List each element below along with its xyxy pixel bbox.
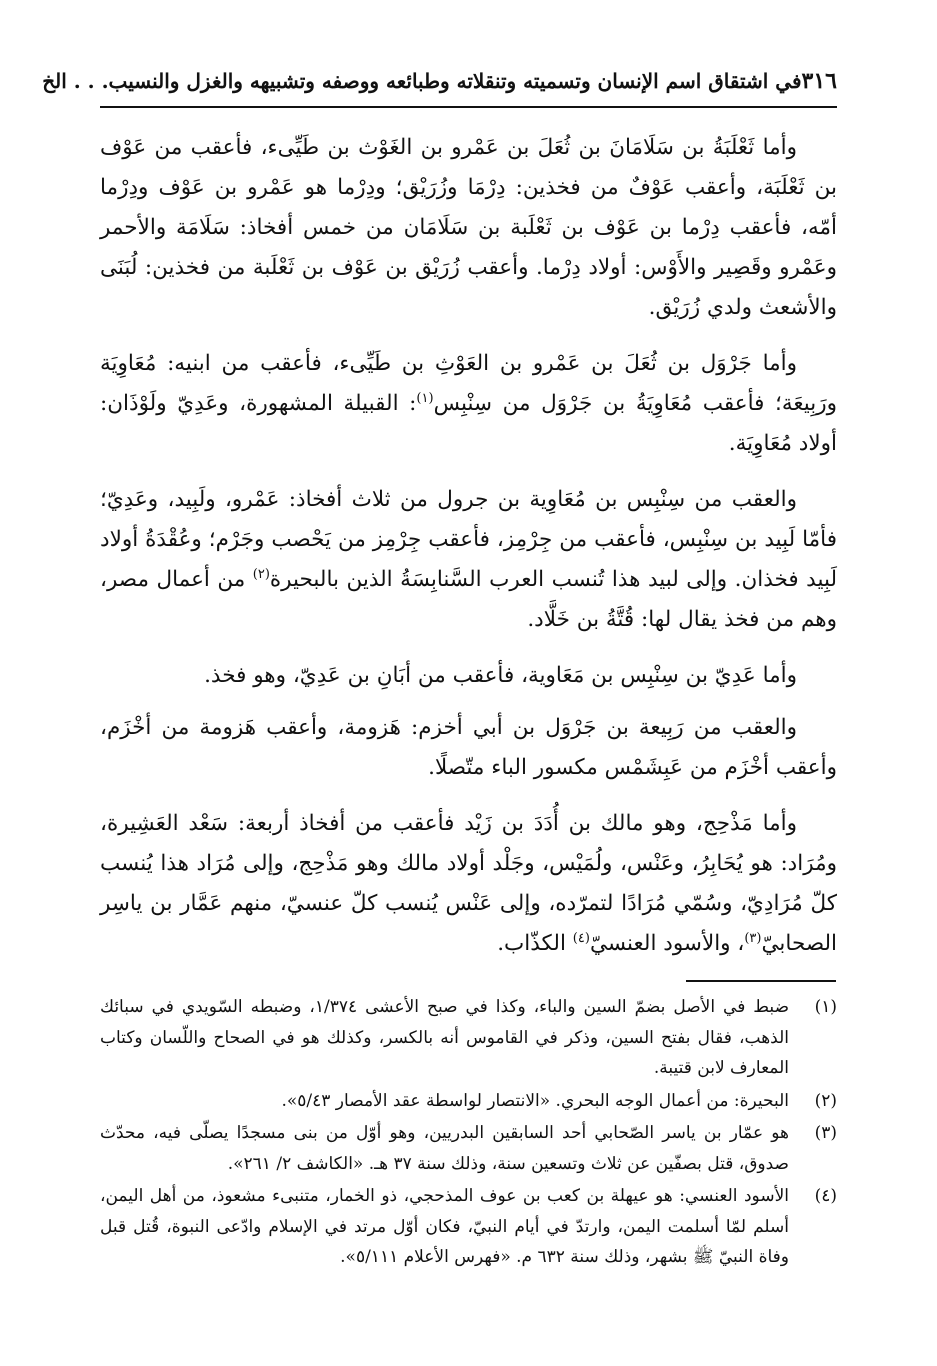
running-title: في اشتقاق اسم الإنسان وتسميته وتنقلاته وطبائعه ووصفه وتشبيهه والغزل والنسيب. . . الخ (42, 69, 802, 93)
footnote-marker-3[interactable]: (٣) (744, 930, 762, 946)
footnote (100, 992, 837, 1084)
paragraph-6-tail: الكذّاب. (497, 931, 573, 956)
footnote-number: (٢) (814, 1090, 837, 1111)
main-text (100, 128, 837, 980)
footnote (100, 1181, 837, 1273)
paragraph-3-tail: من أعمال مصر، وهم من فخذ يقال لها: قُتَّةُ بن خَلَّاد. (100, 567, 837, 632)
footnote-number: (٤) (814, 1186, 837, 1206)
paragraph-4: وأما عَدِيّ بن سِنْبِس بن مَعَاوية، فأعقب من أبَانِ بن عَدِيّ، وهو فخذ. (204, 663, 797, 688)
footnote-marker-1[interactable]: (١) (416, 390, 434, 406)
paragraph-6-text: وأما مَذْحِج، وهو مالك بن أُدَدَ بن زَيْد فأعقب من أفخاذ أربعة: سَعْد العَشِيرة، ومُرَاد: هو يُحَابِرُ، وعَنْس، ولُمَيْس، وجَلْد أولاد مالك وهو مَذْحِج، وإلى مُرَاد هذا يُنسب كلّ مُرَادِيّ، وسُمّي مُرَادًا لتمرّده، وإلى عَنْس يُنسب كلّ عنسيّ، منهم عَمَّار بن ياسِر الصحابيّ (100, 811, 837, 956)
running-header (42, 68, 837, 94)
paragraph-2-tail: : القبيلة المشهورة، وعَدِيّ ولَوْذَان: أولاد مُعَاوِيَة. (100, 391, 837, 456)
footnote-marker-4[interactable]: (٤) (572, 930, 590, 946)
paragraph-6-mid: ، والأسود العنسيّ (589, 931, 745, 956)
footnote-separator (686, 980, 836, 982)
paragraph-2-text: وأما جَرْوَل بن ثُعَلَ بن عَمْرو بن العَوْثِ بن طَيِّىء، فأعقب من ابنيه: مُعَاوِيَة ورَبِيعَة؛ فأعقب مُعَاوِيَةُ بن جَرْوَل من سِنْبِس (100, 351, 837, 416)
footnote-text: البحيرة: من أعمال الوجه البحري. «الانتصار لواسطة عقد الأمصار ٥/٤٣». (281, 1090, 789, 1111)
footnote-marker-2[interactable]: (٢) (252, 566, 270, 582)
footnote-text: الأسود العنسي: هو عيهلة بن كعب بن عوف المذحجي، ذو الخمار، متنبىء مشعوذ، من أهل اليمن، أسلم لمّا أسلمت اليمن، وارتدّ في أيام النبيّ، فكان أوّل مرتد في الإسلام وادّعى النبوة، قُتل قبل وفاة النبيّ ﷺ بشهر، وذلك سنة ٦٣٢ م. «فهرس الأعلام ٥/١١١». (100, 1186, 789, 1267)
paragraph-3 (100, 480, 837, 640)
footnote (100, 1118, 837, 1179)
header-rule (100, 106, 837, 108)
paragraph-2 (100, 344, 837, 464)
paragraph-5: والعقب من رَبِيعة بن جَرْوَل بن أبي أخزم: هَزومة، وأعقب هَزومة من أخْزَم، وأعقب أخْزَم من عَبِشَمْس مكسور الباء متّصلًا. (100, 715, 837, 780)
footnote-number: (٣) (814, 1123, 837, 1143)
footnote-number: (١) (814, 997, 837, 1017)
footnotes (100, 992, 837, 1275)
footnote-text: ضبط في الأصل بضمّ السين والباء، وكذا في صبح الأعشى ١/٣٧٤، وضبطه السّويدي في سبائك الذهب، فقال بفتح السين، وذكر في القاموس أنه بالكسر، وكذلك هو في الصحاح واللّسان وكتاب المعارف لابن قتيبة. (100, 997, 789, 1078)
paragraph-3-text: والعقب من سِنْبِس بن مُعَاوِية بن جرول من ثلاث أفخاذ: عَمْرو، ولَبِيد، وعَدِيّ؛ فأمّا لَبِيد بن سِنْبِس، فأعقب من جِرْمِز، فأعقب جِرْمِز من يَحْصب وجَرْم؛ وعُقْدَةُ أولاد لَبِيد فخذان. وإلى لبيد هذا تُنسب العرب السَّنابِسَةُ الذين بالبحيرة (100, 487, 837, 592)
paragraph-1: وأما ثَعْلَبَةُ بن سَلَامَانَ بن ثُعَلَ بن عَمْرو بن الغَوْث بن طَيِّىء، فأعقب من عَوْف بن ثَعْلَبَة، وأعقب عَوْفٌ من فخذين: دِرْمَا وزُرَيْق؛ ودِرْما هو عَمْرو بن عَوْف ودِرْما أمّه، فأعقب دِرْما بن عَوْف بن ثَعْلَبة بن سَلَامَان من خمس أفخاذ: سَلَامَة والأحمر وعَمْرو وقَصِير والأَوْس: أولاد دِرْما. وأعقب زُرَيْق بن عَوْف بن ثَعْلَبة من فخذين: لُبَنَى والأشعث ولدي زُرَيْق. (100, 135, 837, 320)
page-number: ٣١٦ (801, 68, 837, 94)
footnote-text: هو عمّار بن ياسر الصّحابي أحد السابقين البدريين، وهو أوّل من بنى مسجدًا يصلّى فيه، محدّث صدوق، قتل بصفّين عن ثلاث وتسعين سنة، وذلك سنة ٣٧ هـ. «الكاشف ٢/ ٢٦١». (100, 1123, 789, 1174)
paragraph-6 (100, 804, 837, 964)
footnote (100, 1086, 837, 1117)
